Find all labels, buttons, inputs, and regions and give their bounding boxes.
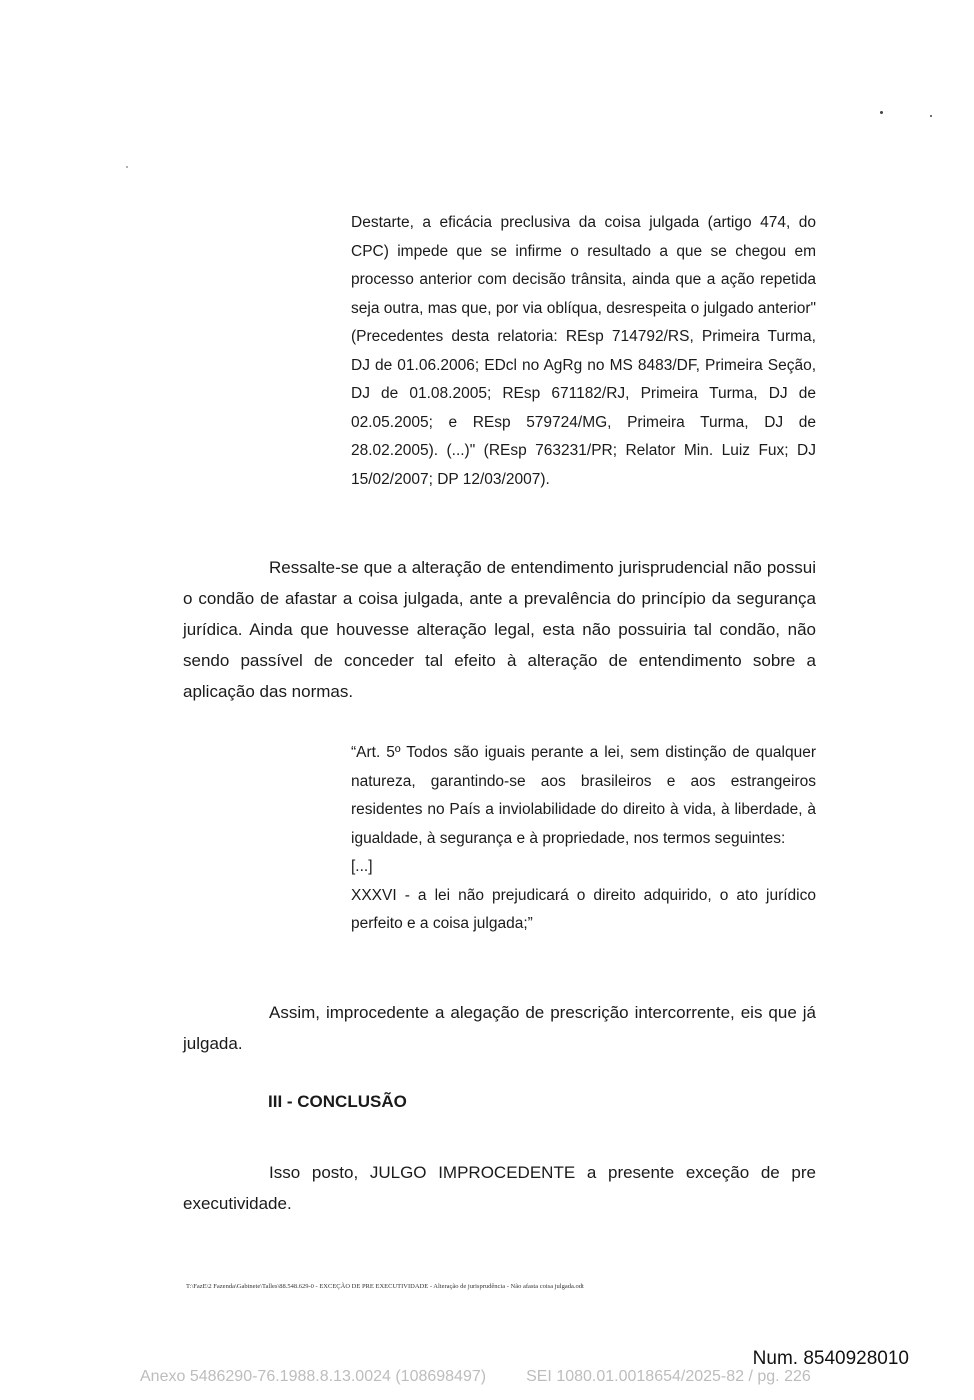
- sei-reference: SEI 1080.01.0018654/2025-82 / pg. 226: [526, 1368, 811, 1385]
- body-paragraph-prescription: [183, 997, 816, 1059]
- paragraph-text: Ressalte-se que a alteração de entendimento jurisprudencial não possui o condão de afastar a coisa julgada, ante a prevalência do princípio da segurança jurídica. Ainda que houvesse alteração legal, esta não possuiria tal condão, não sendo passível de conceder tal efeito à alteração de entendimento sobre a aplicação das normas.: [183, 558, 816, 701]
- body-paragraph-jurisprudence: [183, 552, 816, 707]
- constitution-quote-block: [351, 739, 816, 939]
- document-number: Num. 8540928010: [752, 1348, 909, 1369]
- scan-speck: [126, 166, 128, 168]
- article-intro: “Art. 5º Todos são iguais perante a lei, sem distinção de qualquer natureza, garantindo-se aos brasileiros e aos estrangeiros residentes no País a inviolabilidade do direito à vida, à liberdade, à igualdade, à segurança e à propriedade, nos termos seguintes:: [351, 744, 816, 847]
- footer-file-path: T:\FazE\2 Fazenda\Gabinete\Talles\88.548.629-0 - EXCEÇÃO DE PRE EXECUTIVIDADE - Alteração de jurisprudência - Não afasta coisa julgada.odt: [186, 1283, 584, 1290]
- scan-speck: [930, 115, 932, 117]
- citation-text: Destarte, a eficácia preclusiva da coisa julgada (artigo 474, do CPC) impede que se infirme o resultado a que se chegou em processo anterior com decisão trânsita, ainda que a ação repetida seja outra, mas que, por via oblíqua, desrespeita o julgado anterior" (Precedentes desta relatoria: REsp 714792/RS, Primeira Turma, DJ de 01.06.2006; EDcl no AgRg no MS 8483/DF, Primeira Seção, DJ de 01.08.2005; REsp 671182/RJ, Primeira Turma, DJ de 02.05.2005; e REsp 579724/MG, Primeira Turma, DJ de 28.02.2005). (...)" (REsp 763231/PR; Relator Min. Luiz Fux; DJ 15/02/2007; DP 12/03/2007).: [351, 214, 816, 488]
- article-item: XXXVI - a lei não prejudicará o direito adquirido, o ato jurídico perfeito e a coisa julgada;”: [351, 886, 816, 932]
- body-paragraph-ruling: [183, 1157, 816, 1219]
- section-heading: III - CONCLUSÃO: [268, 1092, 407, 1111]
- article-ellipsis: [...]: [351, 858, 373, 875]
- paragraph-text: Isso posto, JULGO IMPROCEDENTE a presente exceção de pre executividade.: [183, 1163, 816, 1213]
- scan-speck: [880, 111, 883, 114]
- paragraph-text: Assim, improcedente a alegação de prescrição intercorrente, eis que já julgada.: [183, 1003, 816, 1053]
- annex-watermark: [140, 1368, 811, 1386]
- annex-reference: Anexo 5486290-76.1988.8.13.0024 (108698497): [140, 1368, 487, 1385]
- citation-quote-block: [351, 209, 816, 494]
